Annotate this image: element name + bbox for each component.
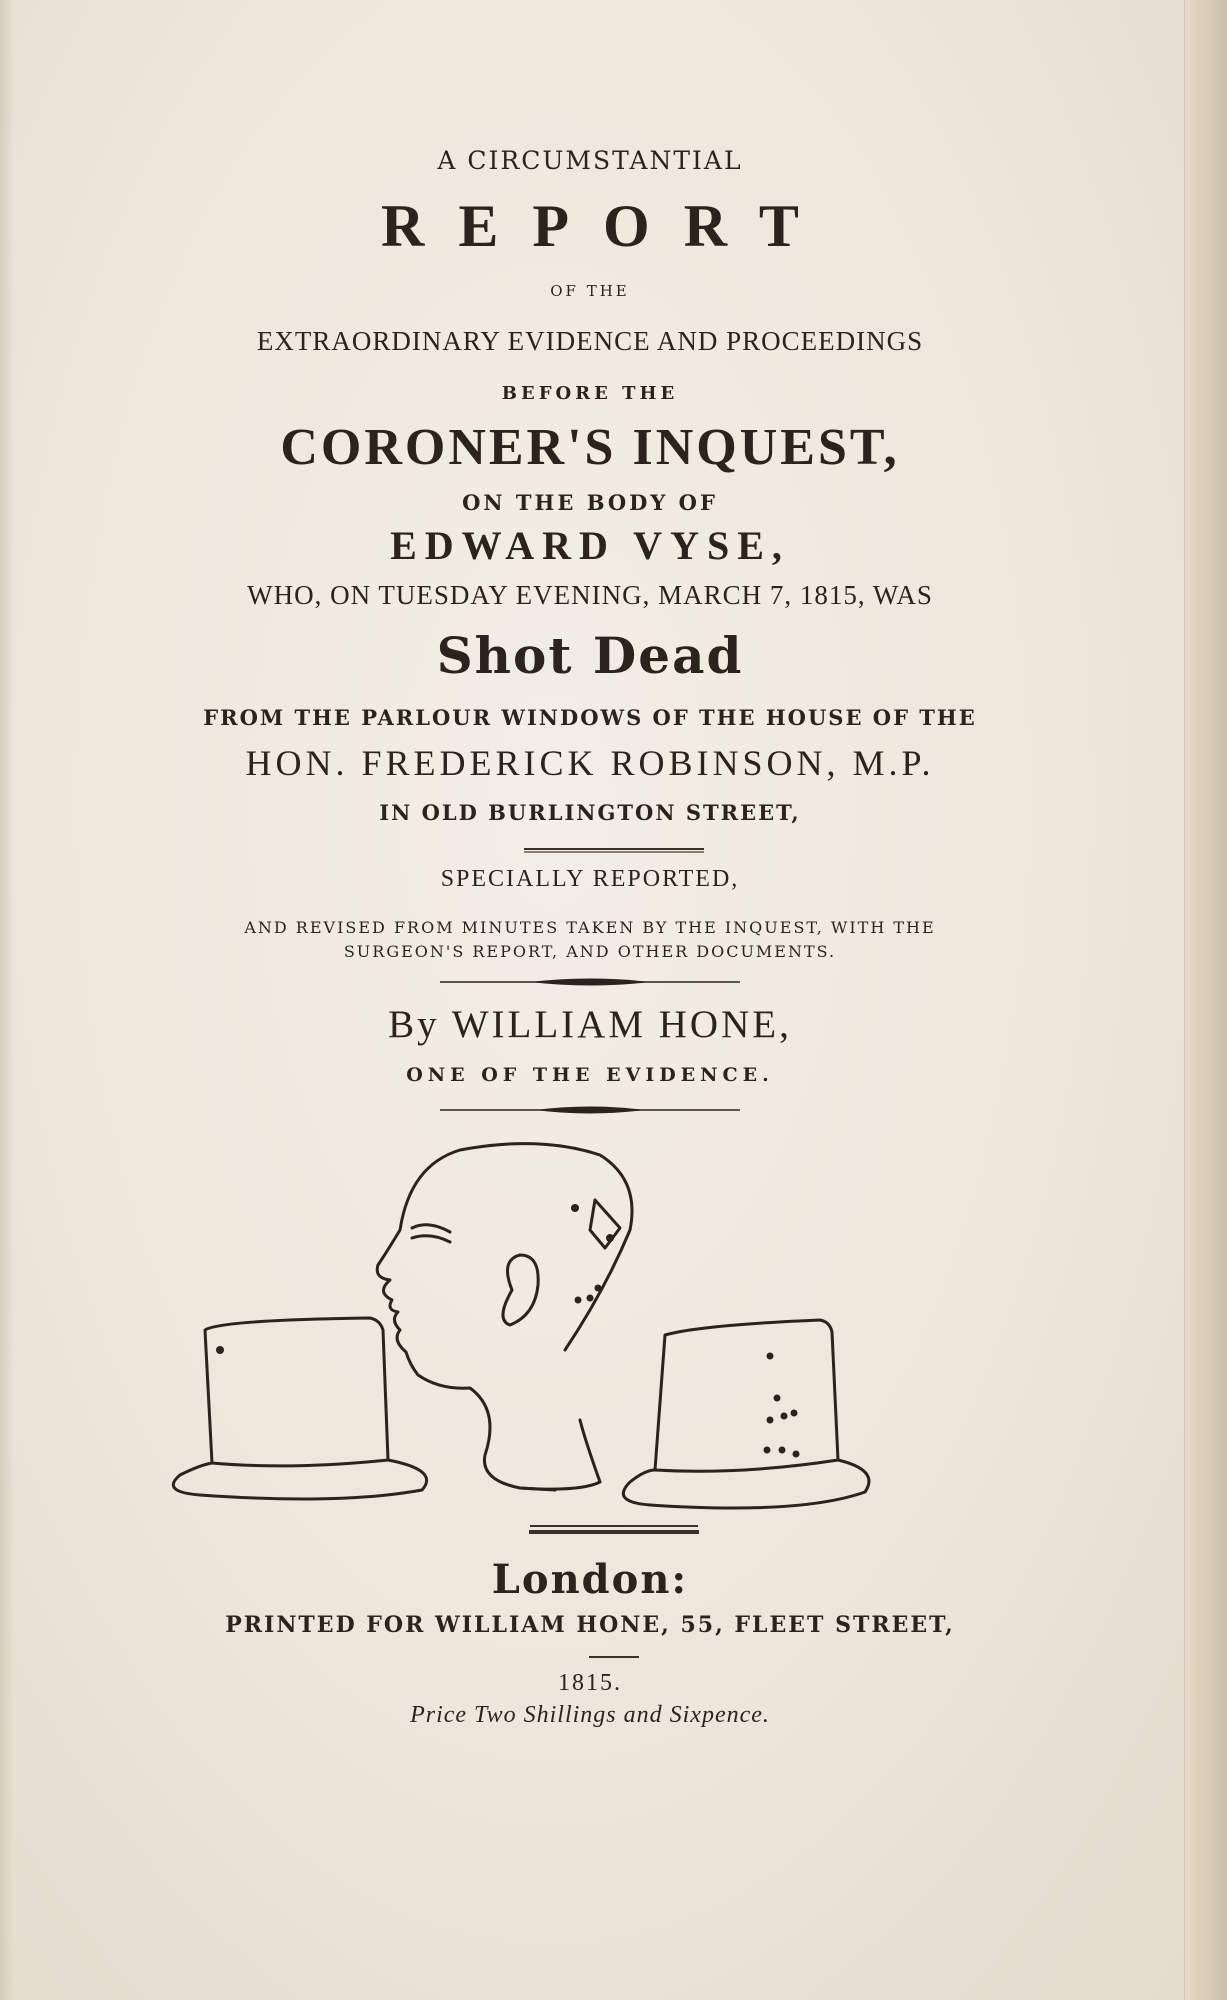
of-the-text: OF THE	[550, 282, 630, 300]
one-of-the-evidence-text: ONE OF THE EVIDENCE.	[406, 1064, 774, 1086]
head-and-hats-illustration	[160, 1120, 880, 1520]
eye-icon	[412, 1225, 450, 1242]
parlour-windows-text: FROM THE PARLOUR WINDOWS OF THE HOUSE OF THE	[203, 705, 977, 730]
before-the-text: BEFORE THE	[501, 383, 679, 404]
divider-rule-2	[589, 1656, 639, 1658]
ornamental-rule-2	[0, 1105, 1180, 1115]
frederick-robinson-name: HON. FREDERICK ROBINSON, M.P.	[245, 743, 935, 783]
heavy-divider-rule	[529, 1530, 699, 1534]
imprint-london: London:	[491, 1556, 689, 1603]
tuesday-evening-text: WHO, ON TUESDAY EVENING, MARCH 7, 1815, WAS	[247, 580, 933, 610]
on-the-body-of-text: ON THE BODY OF	[462, 490, 718, 515]
extraordinary-evidence-text: EXTRAORDINARY EVIDENCE AND PROCEEDINGS	[256, 326, 924, 356]
ornamental-rule-1	[0, 977, 1180, 987]
main-title-report: REPORT	[381, 193, 833, 259]
old-burlington-street-text: IN OLD BURLINGTON STREET,	[379, 800, 801, 825]
surgeons-report-text: SURGEON'S REPORT, AND OTHER DOCUMENTS.	[343, 942, 837, 961]
revised-from-minutes-text: AND REVISED FROM MINUTES TAKEN BY THE INQUEST, WITH THE	[244, 918, 936, 937]
subtitle-a-circumstantial: A CIRCUMSTANTIAL	[437, 146, 743, 175]
imprint-year: 1815.	[558, 1670, 622, 1696]
shot-dead-blackletter: Shot Dead	[436, 626, 744, 685]
wound-marks-icon	[590, 1200, 620, 1248]
edward-vyse-name: EDWARD VYSE,	[390, 523, 790, 568]
page-gutter-shadow	[0, 0, 14, 2000]
imprint-price: Price Two Shillings and Sixpence.	[410, 1702, 770, 1728]
deckled-page-edge	[1184, 0, 1227, 2000]
coroners-inquest-heading: CORONER'S INQUEST,	[280, 419, 900, 476]
left-hat-icon	[173, 1318, 426, 1499]
specially-reported-text: SPECIALLY REPORTED,	[440, 866, 740, 892]
divider-rule-1	[524, 848, 704, 850]
ear-icon	[503, 1255, 538, 1325]
right-hat-icon	[623, 1320, 869, 1508]
author-byline: By WILLIAM HONE,	[388, 1003, 792, 1046]
imprint-printer: PRINTED FOR WILLIAM HONE, 55, FLEET STREET,	[225, 1612, 955, 1638]
